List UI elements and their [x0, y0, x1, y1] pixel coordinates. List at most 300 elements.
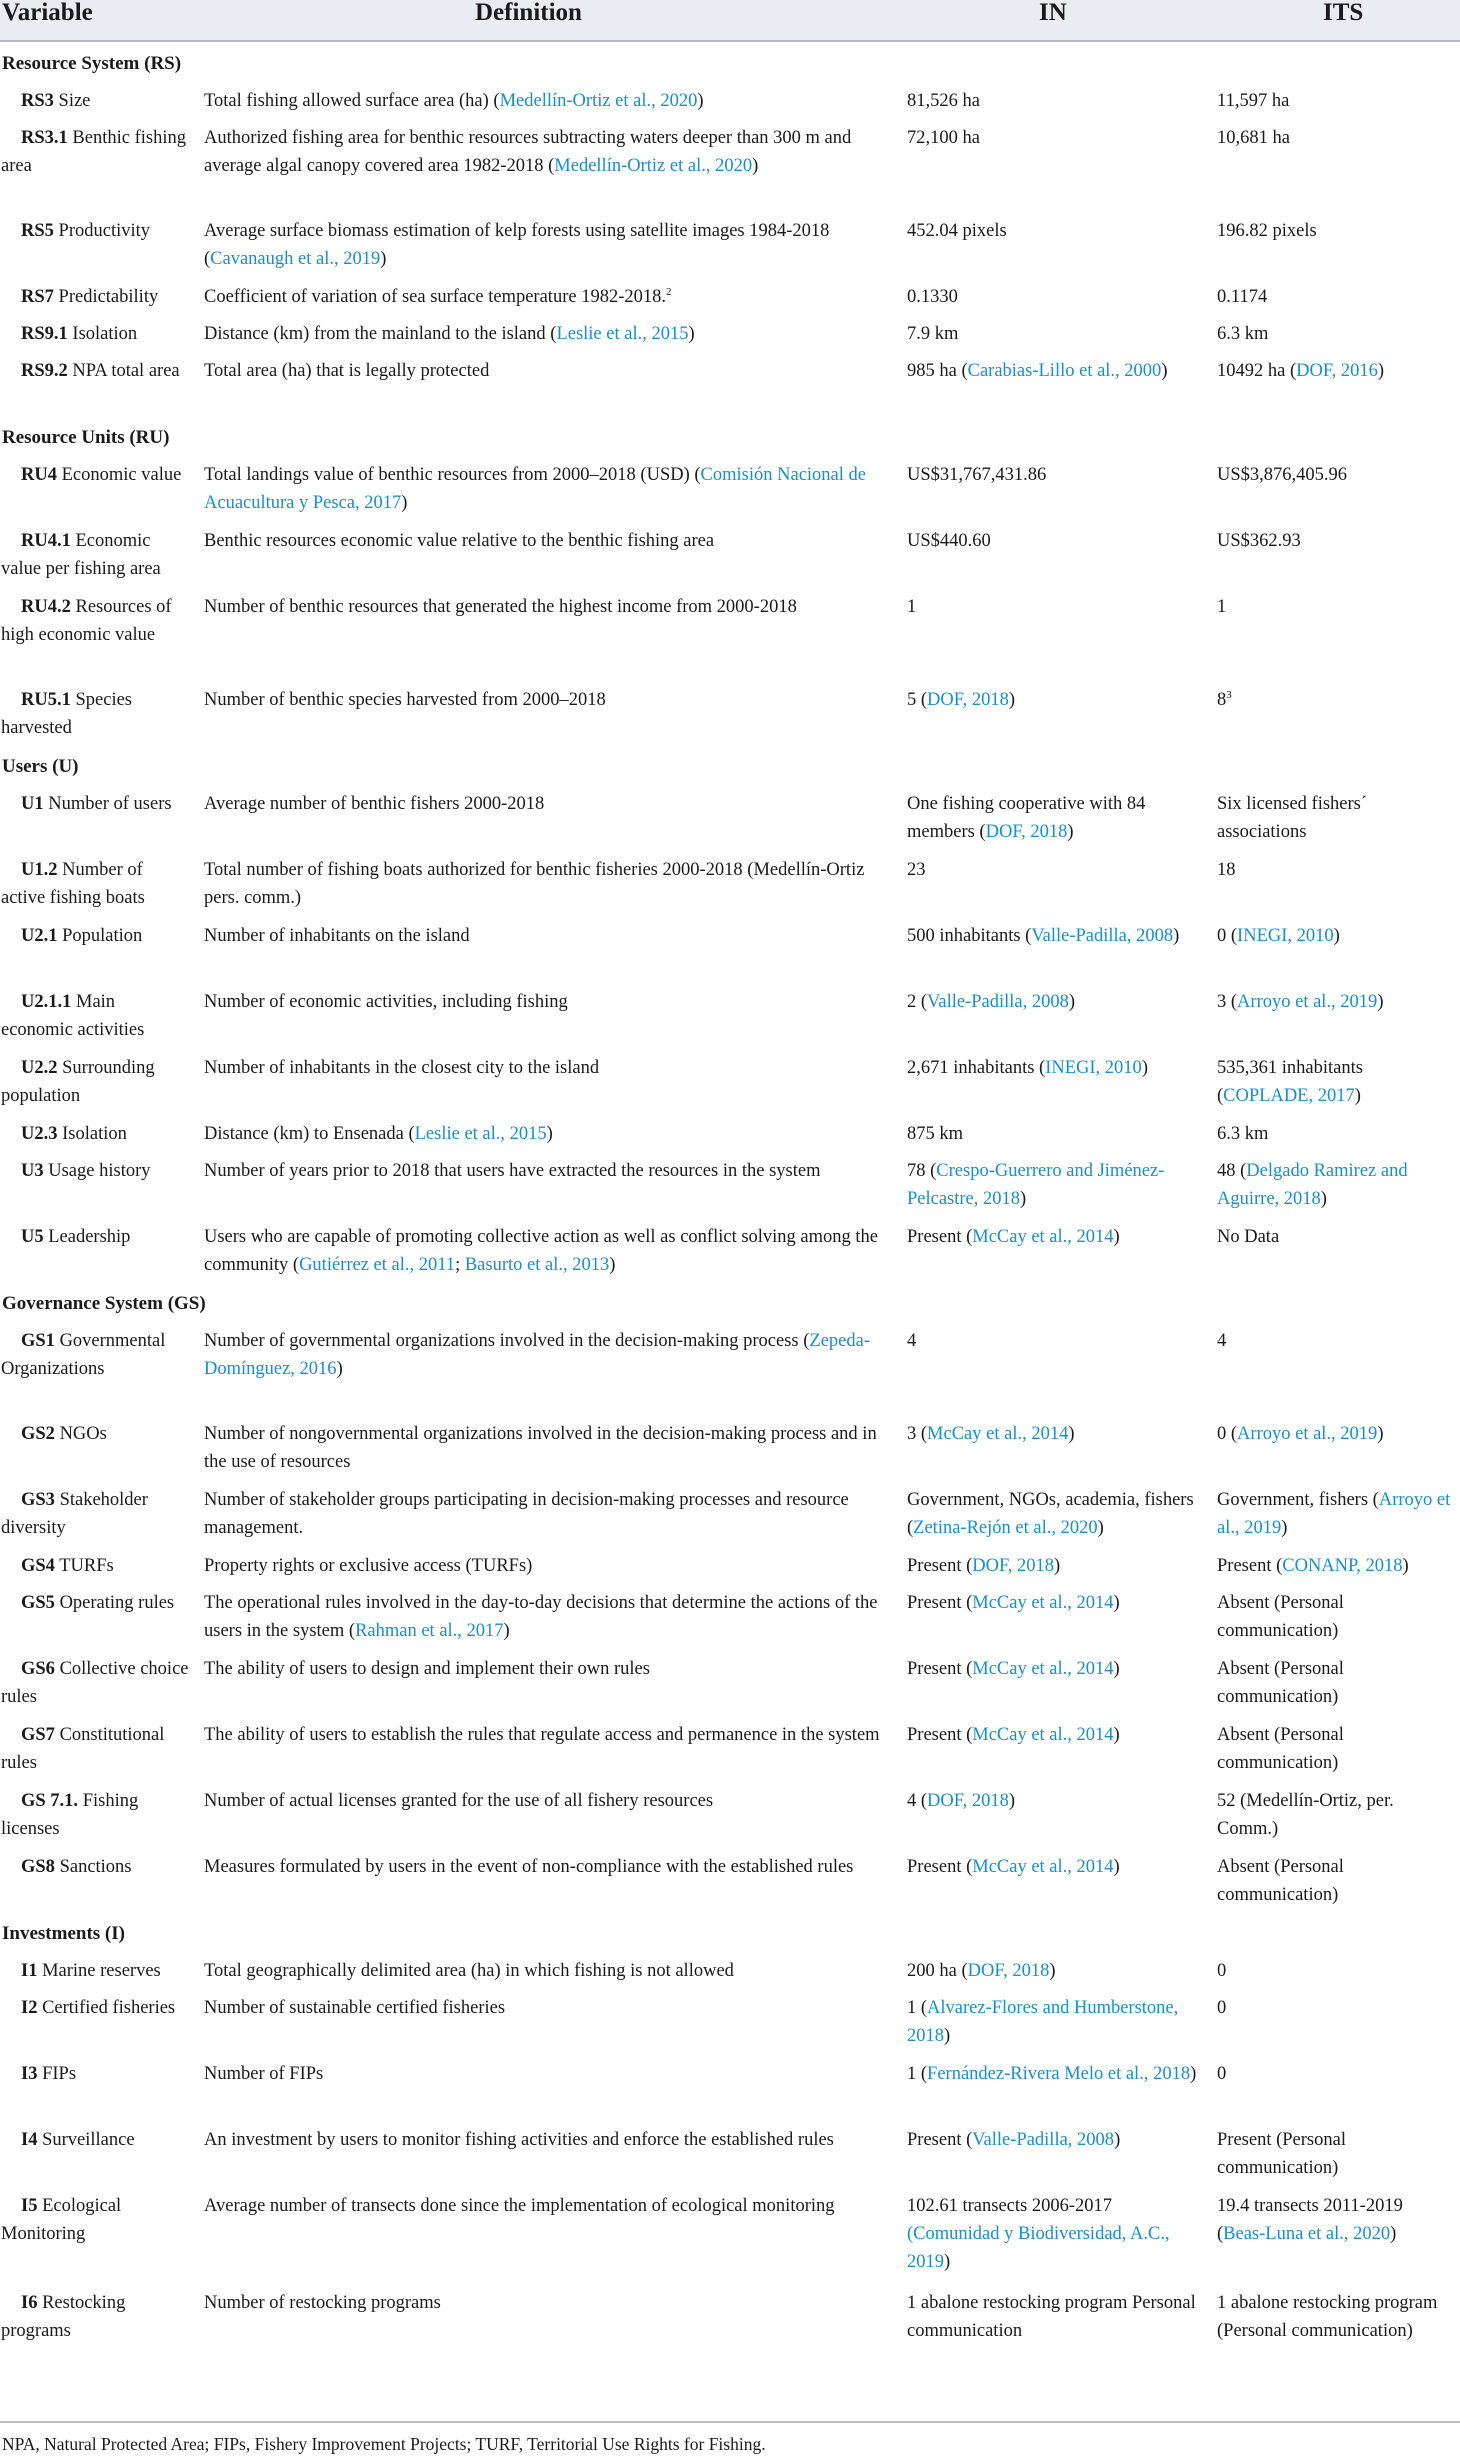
- table-row: [0, 1545, 1460, 1582]
- citation-link[interactable]: Beas-Luna et al., 2020: [1223, 2224, 1391, 2244]
- table-row: [0, 849, 1460, 915]
- variable-cell: [1, 1655, 191, 1711]
- citation-link[interactable]: Zetina-Rejón et al., 2020: [913, 1518, 1098, 1538]
- in-value-cell: [907, 527, 1207, 555]
- cell-text: 0: [1217, 2064, 1227, 2084]
- cell-text: Property rights or exclusive access (TURFs): [204, 1556, 533, 1576]
- in-value-cell: [907, 1120, 1207, 1148]
- its-value-cell: [1217, 217, 1455, 245]
- variable-cell: [1, 1120, 191, 1148]
- cell-text: 200 ha (: [907, 1961, 968, 1981]
- cell-text: 500 inhabitants (: [907, 926, 1032, 946]
- cell-text: Present (: [907, 1857, 973, 1877]
- table-row: [0, 1413, 1460, 1479]
- cell-text: Present (: [907, 1725, 973, 1745]
- cell-text: Six licensed fishers´ associations: [1217, 794, 1368, 842]
- variable-cell: [1, 320, 191, 348]
- cell-text: ): [1281, 1518, 1288, 1538]
- its-value-cell: [1217, 2289, 1455, 2345]
- cell-text: US$31,767,431.86: [907, 465, 1047, 485]
- citation-link[interactable]: INEGI, 2010: [1237, 926, 1334, 946]
- cell-text: ): [1402, 1556, 1409, 1576]
- cell-text: 452.04 pixels: [907, 221, 1007, 241]
- cell-text: ): [1320, 1189, 1327, 1209]
- table-row: [0, 117, 1460, 210]
- variable-code: GS3: [21, 1490, 55, 1510]
- definition-cell: [204, 1552, 892, 1580]
- cell-text: 875 km: [907, 1124, 964, 1144]
- citation-link[interactable]: Cavanaugh et al., 2019: [210, 249, 381, 269]
- cell-text: 0.1174: [1217, 287, 1268, 307]
- table-row: [0, 80, 1460, 117]
- cell-text: 0 (: [1217, 926, 1238, 946]
- in-value-cell: [907, 1721, 1207, 1749]
- in-value-cell: [907, 1655, 1207, 1683]
- variable-name: Operating rules: [54, 1593, 175, 1613]
- cell-text: ): [1113, 1725, 1120, 1745]
- definition-cell: [204, 790, 892, 818]
- cell-text: Number of FIPs: [204, 2064, 324, 2084]
- variable-name: Ecological Monitoring: [1, 2196, 122, 2244]
- in-value-cell: [907, 922, 1207, 950]
- variable-name: Restocking programs: [1, 2293, 126, 2341]
- cell-text: 8: [1217, 690, 1227, 710]
- its-value-cell: [1217, 1157, 1455, 1213]
- cell-text: 535,361 inhabitants (: [1217, 1058, 1363, 1106]
- in-value-cell: [907, 124, 1207, 152]
- its-value-cell: [1217, 1655, 1455, 1711]
- variable-name: FIPs: [37, 2064, 77, 2084]
- section-header: [0, 1912, 1460, 1950]
- cell-text: 1 (: [907, 1998, 928, 2018]
- definition-cell: [204, 988, 892, 1016]
- table-row: [0, 1113, 1460, 1150]
- cell-text: Present (Personal communication): [1217, 2130, 1346, 2178]
- cell-text: Distance (km) from the mainland to the island (: [204, 324, 557, 344]
- table-body: [0, 42, 1460, 2375]
- cell-text: Number of sustainable certified fisheries: [204, 1998, 506, 2018]
- its-value-cell: [1217, 283, 1455, 311]
- variable-name: Sanctions: [54, 1857, 132, 1877]
- cell-text: 52 (Medellín-Ortiz, per. Comm.): [1217, 1791, 1394, 1839]
- variable-code: I6: [21, 2293, 38, 2313]
- cell-text: Number of inhabitants on the island: [204, 926, 470, 946]
- table-row: [0, 1150, 1460, 1216]
- table-row: [0, 1320, 1460, 1413]
- cell-text: The operational rules involved in the day-to-day decisions that determine the actions of the users in the system (: [204, 1593, 878, 1641]
- citation-link[interactable]: Arroyo et al., 2019: [1237, 1424, 1378, 1444]
- variable-code: GS7: [21, 1725, 55, 1745]
- citation-link[interactable]: DOF, 2018: [972, 1556, 1055, 1576]
- cell-text: 23: [907, 860, 926, 880]
- table-row: [0, 1714, 1460, 1780]
- cell-text: ): [1008, 690, 1015, 710]
- its-value-cell: [1217, 988, 1455, 1016]
- citation-link[interactable]: McCay et al., 2014: [972, 1227, 1114, 1247]
- definition-cell: [204, 1853, 892, 1881]
- table-row: [0, 2119, 1460, 2185]
- cell-text: Authorized fishing area for benthic resources subtracting waters deeper than 300 m and average algal canopy covered area 1982-2018 (: [204, 128, 852, 176]
- cell-text: ): [1173, 926, 1180, 946]
- variable-code: RS5: [21, 221, 54, 241]
- in-value-cell: [907, 988, 1207, 1016]
- in-value-cell: [907, 1853, 1207, 1881]
- cell-text: ): [1068, 992, 1076, 1012]
- cell-text: Absent (Personal communication): [1217, 1857, 1344, 1905]
- citation-link[interactable]: Valle-Padilla, 2008: [972, 2130, 1115, 2150]
- cell-text: Number of stakeholder groups participating in decision-making processes and resource management.: [204, 1490, 849, 1538]
- cell-text: Government, fishers (: [1217, 1490, 1379, 1510]
- table-row: [0, 313, 1460, 350]
- variable-cell: [1, 217, 191, 245]
- cell-text: Number of actual licenses granted for the use of all fishery resources: [204, 1791, 714, 1811]
- cell-text: ): [1008, 1791, 1015, 1811]
- definition-cell: [204, 1420, 892, 1476]
- variable-cell: [1, 527, 191, 583]
- citation-link[interactable]: INEGI, 2010: [1045, 1058, 1142, 1078]
- citation-link[interactable]: Valle-Padilla, 2008: [927, 992, 1069, 1012]
- cell-text: 72,100 ha: [907, 128, 980, 148]
- in-value-cell: [907, 593, 1207, 621]
- variable-cell: [1, 790, 191, 818]
- variable-name: Main economic activities: [1, 992, 145, 1040]
- cell-text: ): [609, 1255, 616, 1275]
- citation-link[interactable]: Valle-Padilla, 2008: [1031, 926, 1174, 946]
- in-value-cell: [907, 461, 1207, 489]
- table-row: [0, 783, 1460, 849]
- table-row: [0, 1987, 1460, 2053]
- its-value-cell: [1217, 2192, 1455, 2248]
- section-header: [0, 416, 1460, 454]
- cell-text: 10,681 ha: [1217, 128, 1290, 148]
- its-value-cell: [1217, 593, 1455, 621]
- variable-cell: [1, 124, 191, 180]
- its-value-cell: [1217, 1994, 1455, 2022]
- its-value-cell: [1217, 790, 1455, 846]
- cell-text: 0: [1217, 1998, 1227, 2018]
- cell-text: No Data: [1217, 1227, 1280, 1247]
- its-value-cell: [1217, 320, 1455, 348]
- in-value-cell: [907, 1552, 1207, 1580]
- cell-text: 78 (: [907, 1161, 937, 1181]
- variable-cell: [1, 461, 191, 489]
- variable-name: Size: [53, 91, 91, 111]
- cell-text: 11,597 ha: [1217, 91, 1290, 111]
- cell-text: An investment by users to monitor fishing activities and enforce the established rules: [204, 2130, 834, 2150]
- citation-link[interactable]: Carabias-Lillo et al., 2000: [967, 361, 1162, 381]
- its-value-cell: [1217, 2126, 1455, 2182]
- cell-text: ): [1097, 1518, 1104, 1538]
- variable-code: GS2: [21, 1424, 55, 1444]
- cell-text: 1: [1217, 597, 1227, 617]
- cell-text: ): [1377, 361, 1385, 381]
- citation-link[interactable]: Zepeda-Domínguez, 2016: [204, 1331, 870, 1379]
- citation-link[interactable]: DOF, 2018: [985, 822, 1068, 842]
- definition-cell: [204, 922, 892, 950]
- table-row: [0, 1047, 1460, 1113]
- variable-name: Surveillance: [37, 2130, 135, 2150]
- citation-link[interactable]: Rahman et al., 2017: [355, 1621, 504, 1641]
- cell-text: US$3,876,405.96: [1217, 465, 1348, 485]
- cell-text: Average number of benthic fishers 2000-2018: [204, 794, 545, 814]
- section-header: [0, 1282, 1460, 1320]
- cell-text: 6.3 km: [1217, 1124, 1269, 1144]
- variable-code: RU4.2: [21, 597, 71, 617]
- in-value-cell: [907, 87, 1207, 115]
- in-value-cell: [907, 1223, 1207, 1251]
- table-row: [0, 276, 1460, 313]
- cell-text: 1 abalone restocking program Personal communication: [907, 2293, 1196, 2341]
- variable-cell: [1, 686, 191, 742]
- in-value-cell: [907, 2060, 1207, 2088]
- cell-text: ): [1067, 822, 1074, 842]
- cell-text: ): [1020, 1189, 1027, 1209]
- variable-code: U3: [21, 1161, 44, 1181]
- definition-cell: [204, 1223, 892, 1279]
- header-definition: Definition: [475, 0, 582, 26]
- section-title: Governance System (GS): [2, 1293, 206, 1314]
- citation-link[interactable]: McCay et al., 2014: [972, 1857, 1114, 1877]
- citation-link[interactable]: DOF, 2018: [927, 690, 1009, 710]
- variable-name: Leadership: [43, 1227, 131, 1247]
- its-value-cell: [1217, 357, 1455, 385]
- its-value-cell: [1217, 1054, 1455, 1110]
- variable-cell: [1, 1994, 191, 2022]
- cell-text: Average number of transects done since the implementation of ecological monitoring: [204, 2196, 835, 2216]
- citation-link[interactable]: McCay et al., 2014: [972, 1725, 1114, 1745]
- definition-cell: [204, 461, 892, 517]
- definition-cell: [204, 1589, 892, 1645]
- citation-link[interactable]: COPLADE, 2017: [1223, 1086, 1355, 1106]
- variable-name: Collective choice rules: [1, 1659, 189, 1707]
- cell-text: 102.61 transects 2006-2017: [907, 2196, 1113, 2216]
- its-value-cell: [1217, 461, 1455, 489]
- citation-link[interactable]: Leslie et al., 2015: [556, 324, 689, 344]
- section-title: Investments (I): [2, 1923, 125, 1944]
- variable-name: Productivity: [53, 221, 151, 241]
- variable-code: RU5.1: [21, 690, 71, 710]
- table-row: [0, 210, 1460, 276]
- citation-link[interactable]: Arroyo et al., 2019: [1237, 992, 1378, 1012]
- its-value-cell: [1217, 1420, 1455, 1448]
- cell-text: The ability of users to establish the rules that regulate access and permanence in the system: [204, 1725, 880, 1745]
- cell-text: ): [1161, 361, 1168, 381]
- cell-text: Benthic resources economic value relative to the benthic fishing area: [204, 531, 715, 551]
- variable-cell: [1, 2126, 191, 2154]
- definition-cell: [204, 1157, 892, 1185]
- its-value-cell: [1217, 1552, 1455, 1580]
- variable-cell: [1, 1223, 191, 1251]
- section-title: Resource Units (RU): [2, 427, 170, 448]
- definition-cell: [204, 1120, 892, 1148]
- cell-text: Number of governmental organizations involved in the decision-making process (: [204, 1331, 810, 1351]
- cell-text: Present (: [907, 1593, 973, 1613]
- variable-code: RU4: [21, 465, 57, 485]
- variable-code: I1: [21, 1961, 38, 1981]
- variable-cell: [1, 988, 191, 1044]
- variable-cell: [1, 2289, 191, 2345]
- in-value-cell: [907, 1994, 1207, 2050]
- cell-text: ): [1113, 1857, 1120, 1877]
- cell-text: ): [752, 156, 759, 176]
- in-value-cell: [907, 217, 1207, 245]
- variable-code: U1: [21, 794, 44, 814]
- table-row: [0, 1648, 1460, 1714]
- citation-link[interactable]: Basurto et al., 2013: [464, 1255, 610, 1275]
- variable-name: NPA total area: [67, 361, 180, 381]
- its-value-cell: [1217, 1853, 1455, 1909]
- cell-text: Total area (ha) that is legally protected: [204, 361, 490, 381]
- section-title: Users (U): [2, 756, 79, 777]
- citation-link[interactable]: Alvarez-Flores and Humberstone, 2018: [907, 1998, 1179, 2046]
- cell-text: 0 (: [1217, 1424, 1238, 1444]
- citation-link[interactable]: McCay et al., 2014: [927, 1424, 1069, 1444]
- cell-text: Number of restocking programs: [204, 2293, 441, 2313]
- citation-link[interactable]: Delgado Ramirez and Aguirre, 2018: [1217, 1161, 1408, 1209]
- citation-link[interactable]: Comisión Nacional de Acuacultura y Pesca, 2017: [204, 465, 866, 513]
- cell-text: 81,526 ha: [907, 91, 980, 111]
- cell-text: Total fishing allowed surface area (ha) (: [204, 91, 500, 111]
- variable-name: Isolation: [67, 324, 138, 344]
- variable-name: Resources of high economic value: [1, 597, 172, 645]
- its-value-cell: [1217, 1223, 1455, 1251]
- variable-cell: [1, 283, 191, 311]
- cell-text: ): [1054, 1556, 1061, 1576]
- footnote: NPA, Natural Protected Area; FIPs, Fishery Improvement Projects; TURF, Territorial Use Rights for Fishing.: [0, 2421, 1460, 2459]
- variable-cell: [1, 1486, 191, 1542]
- table-row: [0, 1582, 1460, 1648]
- variable-code: I5: [21, 2196, 38, 2216]
- cell-text: ): [1190, 2064, 1197, 2084]
- variable-code: I4: [21, 2130, 38, 2150]
- cell-text: US$362.93: [1217, 531, 1301, 551]
- definition-cell: [204, 527, 892, 555]
- cell-text: Total landings value of benthic resources from 2000–2018 (USD) (: [204, 465, 701, 485]
- definition-cell: [204, 217, 892, 273]
- citation-link[interactable]: Arroyo et al., 2019: [1217, 1490, 1451, 1538]
- section-header: [0, 42, 1460, 80]
- cell-text: 2,671 inhabitants (: [907, 1058, 1046, 1078]
- in-value-cell: [907, 856, 1207, 884]
- its-value-cell: [1217, 1957, 1455, 1985]
- citation-link[interactable]: (Comunidad y Biodiversidad, A.C., 2019: [907, 2224, 1170, 2272]
- cell-text: Number of benthic resources that generated the highest income from 2000-2018: [204, 597, 797, 617]
- variable-name: TURFs: [54, 1556, 114, 1576]
- table-row: [0, 2282, 1460, 2375]
- variable-cell: [1, 1157, 191, 1185]
- cell-text: Absent (Personal communication): [1217, 1725, 1344, 1773]
- variable-code: RS3: [21, 91, 54, 111]
- citation-link[interactable]: Fernández-Rivera Melo et al., 2018: [927, 2064, 1191, 2084]
- variable-code: I2: [21, 1998, 38, 2018]
- cell-text: 18: [1217, 860, 1236, 880]
- citation-link[interactable]: Medellín-Ortiz et al., 2020: [499, 91, 698, 111]
- cell-text: ): [1068, 1424, 1075, 1444]
- variable-cell: [1, 1589, 191, 1617]
- cell-text: Absent (Personal communication): [1217, 1659, 1344, 1707]
- superscript-note: 2: [665, 285, 672, 298]
- definition-cell: [204, 1486, 892, 1542]
- cell-text: ): [1049, 1961, 1056, 1981]
- cell-text: Number of years prior to 2018 that users have extracted the resources in the system: [204, 1161, 821, 1181]
- cell-text: 6.3 km: [1217, 324, 1269, 344]
- variable-code: RS3.1: [21, 128, 68, 148]
- cell-text: 4 (: [907, 1791, 928, 1811]
- variable-code: RU4.1: [21, 531, 71, 551]
- cell-text: 4: [907, 1331, 917, 1351]
- variable-name: Benthic fishing area: [1, 128, 186, 176]
- in-value-cell: [907, 1054, 1207, 1082]
- cell-text: Present (: [907, 1556, 973, 1576]
- in-value-cell: [907, 2126, 1207, 2154]
- definition-cell: [204, 1787, 892, 1815]
- variable-name: Surrounding population: [1, 1058, 155, 1106]
- header-its: ITS: [1323, 0, 1364, 26]
- cell-text: ): [697, 91, 704, 111]
- citation-link[interactable]: McCay et al., 2014: [972, 1659, 1114, 1679]
- cell-text: ): [503, 1621, 510, 1641]
- cell-text: Present (: [907, 1659, 973, 1679]
- in-value-cell: [907, 357, 1207, 385]
- table-row: [0, 2053, 1460, 2119]
- cell-text: ): [1113, 1659, 1120, 1679]
- definition-cell: [204, 320, 892, 348]
- variable-name: Isolation: [57, 1124, 127, 1144]
- header-in: IN: [1039, 0, 1067, 26]
- its-value-cell: [1217, 1721, 1455, 1777]
- definition-cell: [204, 124, 892, 180]
- cell-text: US$440.60: [907, 531, 991, 551]
- in-value-cell: [907, 1486, 1207, 1542]
- citation-link[interactable]: Leslie et al., 2015: [414, 1124, 547, 1144]
- cell-text: Average surface biomass estimation of kelp forests using satellite images 1984-2018 (: [204, 221, 830, 269]
- citation-link[interactable]: Medellín-Ortiz et al., 2020: [554, 156, 753, 176]
- definition-cell: [204, 1327, 892, 1383]
- citation-link[interactable]: Crespo-Guerrero and Jiménez-Pelcastre, 2018: [907, 1161, 1165, 1209]
- variable-name: Economic value: [56, 465, 182, 485]
- cell-text: Government, NGOs, academia, fishers (: [907, 1490, 1194, 1538]
- in-value-cell: [907, 1787, 1207, 1815]
- its-value-cell: [1217, 2060, 1455, 2088]
- cell-text: ): [688, 324, 695, 344]
- definition-cell: [204, 2060, 892, 2088]
- citation-link[interactable]: DOF, 2016: [1296, 361, 1378, 381]
- variable-cell: [1, 1721, 191, 1777]
- variable-cell: [1, 1957, 191, 1985]
- citation-link[interactable]: McCay et al., 2014: [972, 1593, 1114, 1613]
- variable-code: U2.2: [21, 1058, 58, 1078]
- cell-text: The ability of users to design and implement their own rules: [204, 1659, 650, 1679]
- variable-code: RS9.2: [21, 361, 68, 381]
- cell-text: 7.9 km: [907, 324, 959, 344]
- cell-text: Number of economic activities, including fishing: [204, 992, 568, 1012]
- citation-link[interactable]: CONANP, 2018: [1282, 1556, 1403, 1576]
- its-value-cell: [1217, 1327, 1455, 1355]
- cell-text: 985 ha (: [907, 361, 968, 381]
- table-row: [0, 1216, 1460, 1282]
- cell-text: Present (: [907, 2130, 973, 2150]
- in-value-cell: [907, 1420, 1207, 1448]
- variable-name: Stakeholder diversity: [1, 1490, 148, 1538]
- cell-text: ): [1390, 2224, 1397, 2244]
- citation-link[interactable]: DOF, 2018: [927, 1791, 1009, 1811]
- its-value-cell: [1217, 124, 1455, 152]
- superscript-note: 3: [1226, 688, 1232, 701]
- citation-link[interactable]: DOF, 2018: [967, 1961, 1050, 1981]
- variable-cell: [1, 1420, 191, 1448]
- cell-text: ): [1141, 1058, 1148, 1078]
- citation-link[interactable]: Gutiérrez et al., 2011: [299, 1255, 456, 1275]
